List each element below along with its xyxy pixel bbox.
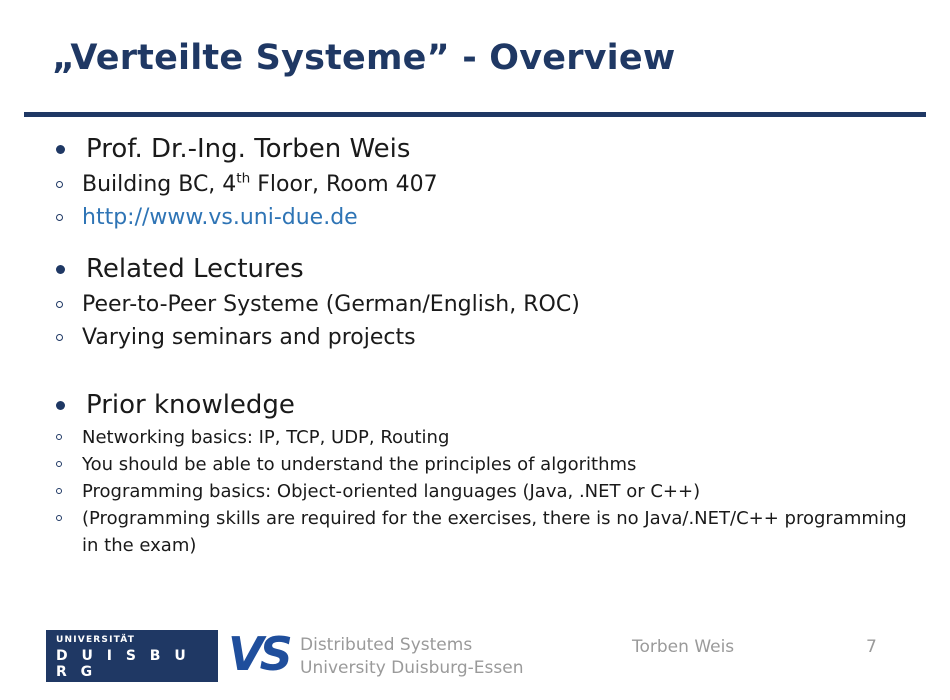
bullet-icon xyxy=(56,461,62,467)
list-item xyxy=(42,250,922,288)
list-item xyxy=(42,321,922,354)
bullet-list-level2 xyxy=(42,168,922,234)
list-item-label: Peer-to-Peer Systeme (German/English, ROC) xyxy=(82,292,580,317)
list-item xyxy=(42,130,922,168)
logo-line-1: UNIVERSITÄT xyxy=(56,635,136,645)
list-item-label: Related Lectures xyxy=(86,254,304,284)
list-item-label-prefix: Building BC, 4 xyxy=(82,172,237,197)
logo-line-3: E S S E N xyxy=(56,681,168,697)
footer-department-line-1: Distributed Systems xyxy=(300,635,473,655)
list-item-label: Networking basics: IP, TCP, UDP, Routing xyxy=(82,427,450,448)
list-item-label: (Programming skills are required for the exercises, there is no Java/.NET/C++ programming in the exam) xyxy=(82,508,907,556)
spacer xyxy=(42,234,922,248)
list-item-label: Programming basics: Object-oriented languages (Java, .NET or C++) xyxy=(82,481,701,502)
page-title: „Verteilte Systeme” - Overview xyxy=(52,38,676,78)
bullet-list-level2 xyxy=(42,424,922,559)
list-item-label-suffix: Floor, Room 407 xyxy=(250,172,438,197)
footer-page-number: 7 xyxy=(866,637,877,657)
vs-logo-icon: VS xyxy=(228,627,289,681)
logo-line-2: D U I S B U R G xyxy=(56,648,191,680)
bullet-icon xyxy=(56,301,63,308)
bullet-icon xyxy=(56,145,65,154)
list-item xyxy=(42,288,922,321)
slide-footer xyxy=(0,620,950,700)
bullet-icon xyxy=(56,265,65,274)
website-link[interactable]: http://www.vs.uni-due.de xyxy=(82,205,358,230)
list-item xyxy=(42,451,922,478)
list-item xyxy=(42,424,922,451)
footer-author: Torben Weis xyxy=(632,637,735,657)
list-item xyxy=(42,201,922,234)
list-item-label: Varying seminars and projects xyxy=(82,325,416,350)
bullet-icon xyxy=(56,515,62,521)
list-item-label: You should be able to understand the principles of algorithms xyxy=(82,454,637,475)
list-item xyxy=(42,168,922,201)
footer-department-line-2: University Duisburg-Essen xyxy=(300,658,524,678)
bullet-icon xyxy=(56,334,63,341)
list-item xyxy=(42,505,922,559)
bullet-icon xyxy=(56,401,65,410)
list-item xyxy=(42,478,922,505)
footer-department xyxy=(300,634,523,680)
bullet-icon xyxy=(56,488,62,494)
list-item-label: Prof. Dr.-Ing. Torben Weis xyxy=(86,134,411,164)
list-item xyxy=(42,386,922,424)
slide-body xyxy=(42,128,922,559)
university-logo xyxy=(46,630,218,697)
spacer xyxy=(42,354,922,384)
superscript-th: th xyxy=(236,170,251,187)
bullet-icon xyxy=(56,434,62,440)
bullet-icon xyxy=(56,181,63,188)
list-item-label: Prior knowledge xyxy=(86,390,295,420)
bullet-list-level1 xyxy=(42,130,922,559)
title-divider xyxy=(24,112,926,117)
bullet-icon xyxy=(56,214,63,221)
bullet-list-level2 xyxy=(42,288,922,354)
